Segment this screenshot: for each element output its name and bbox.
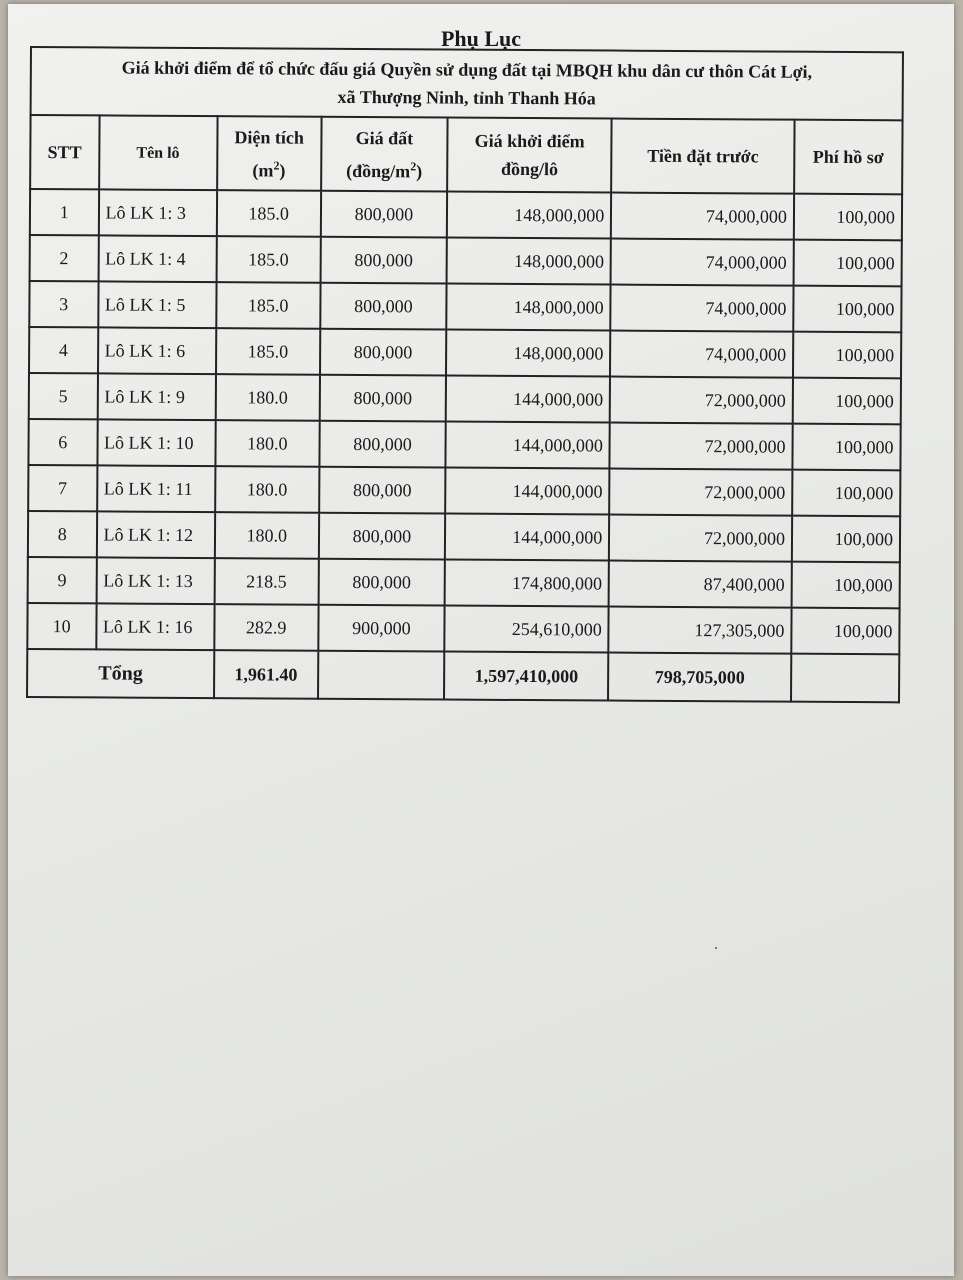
table-caption-row [31,47,903,120]
cell-stt: 6 [28,419,97,465]
cell-phi-ho-so: 100,000 [793,286,901,333]
cell-gia-dat: 800,000 [320,283,447,330]
table-row [30,189,902,240]
table-row [28,511,900,562]
cell-phi-ho-so: 100,000 [793,378,901,425]
cell-dien-tich: 185.0 [216,282,320,329]
cell-gia-dat: 800,000 [318,513,445,560]
cell-stt: 5 [29,373,98,419]
cell-ten-lo: Lô LK 1: 5 [98,281,217,328]
total-gia-dat [318,651,445,700]
cell-stt: 2 [30,235,99,281]
cell-phi-ho-so: 100,000 [794,194,902,241]
cell-gia-dat: 800,000 [320,191,447,238]
cell-gia-dat: 800,000 [318,559,445,606]
table-row [30,235,902,286]
cell-ten-lo: Lô LK 1: 9 [97,373,216,420]
cell-tien-dat-truoc: 74,000,000 [611,239,794,286]
cell-dien-tich: 282.9 [214,604,318,651]
cell-gia-dat: 800,000 [319,375,446,422]
cell-tien-dat-truoc: 72,000,000 [609,469,792,516]
cell-gia-khoi-diem: 144,000,000 [445,514,609,561]
cell-gia-dat: 800,000 [320,237,447,284]
cell-ten-lo: Lô LK 1: 10 [97,419,216,466]
cell-stt: 1 [30,189,99,235]
cell-gia-dat: 800,000 [319,421,446,468]
cell-phi-ho-so: 100,000 [794,240,902,287]
cell-phi-ho-so: 100,000 [792,562,900,609]
table-row [28,465,900,516]
table-row [29,373,901,424]
table-row [28,419,900,470]
caption-line-2: xã Thượng Ninh, tỉnh Thanh Hóa [337,86,596,109]
cell-dien-tich: 185.0 [216,236,320,283]
cell-dien-tich: 185.0 [216,328,320,375]
unit-base: (m [252,159,274,180]
cell-dien-tich: 180.0 [215,512,319,559]
header-gia-dat [321,117,448,192]
header-phi-ho-so: Phí hồ sơ [794,120,902,195]
header-ten-lo-text: Tên lô [136,144,180,162]
cell-stt: 7 [28,465,97,511]
document-page [8,4,954,1276]
cell-gia-khoi-diem: 148,000,000 [447,284,611,331]
cell-ten-lo: Lô LK 1: 4 [98,235,217,282]
header-gia-khoi-diem-label: Giá khởi điểm [474,130,585,152]
cell-phi-ho-so: 100,000 [792,470,900,517]
cell-gia-khoi-diem: 144,000,000 [445,468,609,515]
table-row [28,557,900,608]
cell-phi-ho-so: 100,000 [792,516,900,563]
unit-end: ) [416,160,423,181]
cell-dien-tich: 180.0 [215,466,319,513]
cell-gia-khoi-diem: 144,000,000 [446,376,610,423]
unit-end: ) [279,160,286,181]
table-row [27,603,899,654]
cell-dien-tich: 185.0 [217,190,321,237]
header-gia-khoi-diem-unit: đồng/lô [500,158,559,180]
page-title: Phụ Lục [440,26,522,51]
cell-gia-khoi-diem: 148,000,000 [447,192,611,239]
cell-phi-ho-so: 100,000 [791,608,899,655]
header-ten-lo [99,115,218,190]
table-body [27,189,902,654]
table-row [29,281,901,332]
cell-tien-dat-truoc: 72,000,000 [610,377,793,424]
total-label: Tổng [27,649,214,698]
header-tien-dat-truoc: Tiền đặt trước [611,119,794,194]
cell-phi-ho-so: 100,000 [793,332,901,379]
cell-ten-lo: Lô LK 1: 16 [96,603,215,650]
auction-price-table [26,46,904,703]
cell-phi-ho-so: 100,000 [792,424,900,471]
total-phi-ho-so [791,654,899,703]
cell-dien-tich: 180.0 [216,374,320,421]
cell-tien-dat-truoc: 127,305,000 [609,607,792,654]
cell-tien-dat-truoc: 74,000,000 [610,331,793,378]
header-dien-tich [217,116,321,191]
cell-gia-khoi-diem: 174,800,000 [445,560,609,607]
unit-base: (đồng/m [346,160,411,181]
cell-gia-khoi-diem: 144,000,000 [446,422,610,469]
cell-dien-tich: 218.5 [214,558,318,605]
header-gia-dat-unit [328,151,441,185]
caption-line-1: Giá khởi điểm để tổ chức đấu giá Quyền sử dụng đất tại MBQH khu dân cư thôn Cát Lợi, [121,57,813,82]
cell-gia-khoi-diem: 148,000,000 [446,330,610,377]
cell-gia-khoi-diem: 148,000,000 [447,238,611,285]
ink-speck [715,947,717,949]
table-caption [31,47,903,120]
cell-dien-tich: 180.0 [215,420,319,467]
cell-ten-lo: Lô LK 1: 6 [98,327,217,374]
header-gia-khoi-diem [447,118,611,193]
header-gia-dat-label: Giá đất [355,127,414,148]
cell-stt: 9 [28,557,97,603]
table-total-row [27,649,899,702]
cell-ten-lo: Lô LK 1: 12 [96,511,215,558]
cell-stt: 3 [29,281,98,327]
unit-sup: 2 [410,158,417,173]
cell-gia-dat: 900,000 [318,605,445,652]
table-row [29,327,901,378]
cell-ten-lo: Lô LK 1: 3 [98,189,217,236]
cell-tien-dat-truoc: 72,000,000 [609,515,792,562]
cell-tien-dat-truoc: 74,000,000 [611,193,794,240]
table-header-row [30,115,902,194]
total-gia-khoi-diem: 1,597,410,000 [444,652,608,701]
cell-stt: 10 [27,603,96,649]
header-stt: STT [30,115,99,189]
unit-sup: 2 [273,157,280,173]
cell-ten-lo: Lô LK 1: 11 [97,465,216,512]
cell-tien-dat-truoc: 74,000,000 [611,285,794,332]
total-tien-dat-truoc: 798,705,000 [608,653,791,702]
cell-stt: 8 [28,511,97,557]
header-dien-tich-unit [224,151,314,185]
cell-ten-lo: Lô LK 1: 13 [96,557,215,604]
cell-stt: 4 [29,327,98,373]
header-dien-tich-label: Diện tích [234,126,304,148]
cell-gia-dat: 800,000 [319,467,446,514]
cell-gia-dat: 800,000 [320,329,447,376]
cell-tien-dat-truoc: 72,000,000 [610,423,793,470]
total-dien-tich: 1,961.40 [214,650,318,699]
cell-tien-dat-truoc: 87,400,000 [609,561,792,608]
cell-gia-khoi-diem: 254,610,000 [445,606,609,653]
